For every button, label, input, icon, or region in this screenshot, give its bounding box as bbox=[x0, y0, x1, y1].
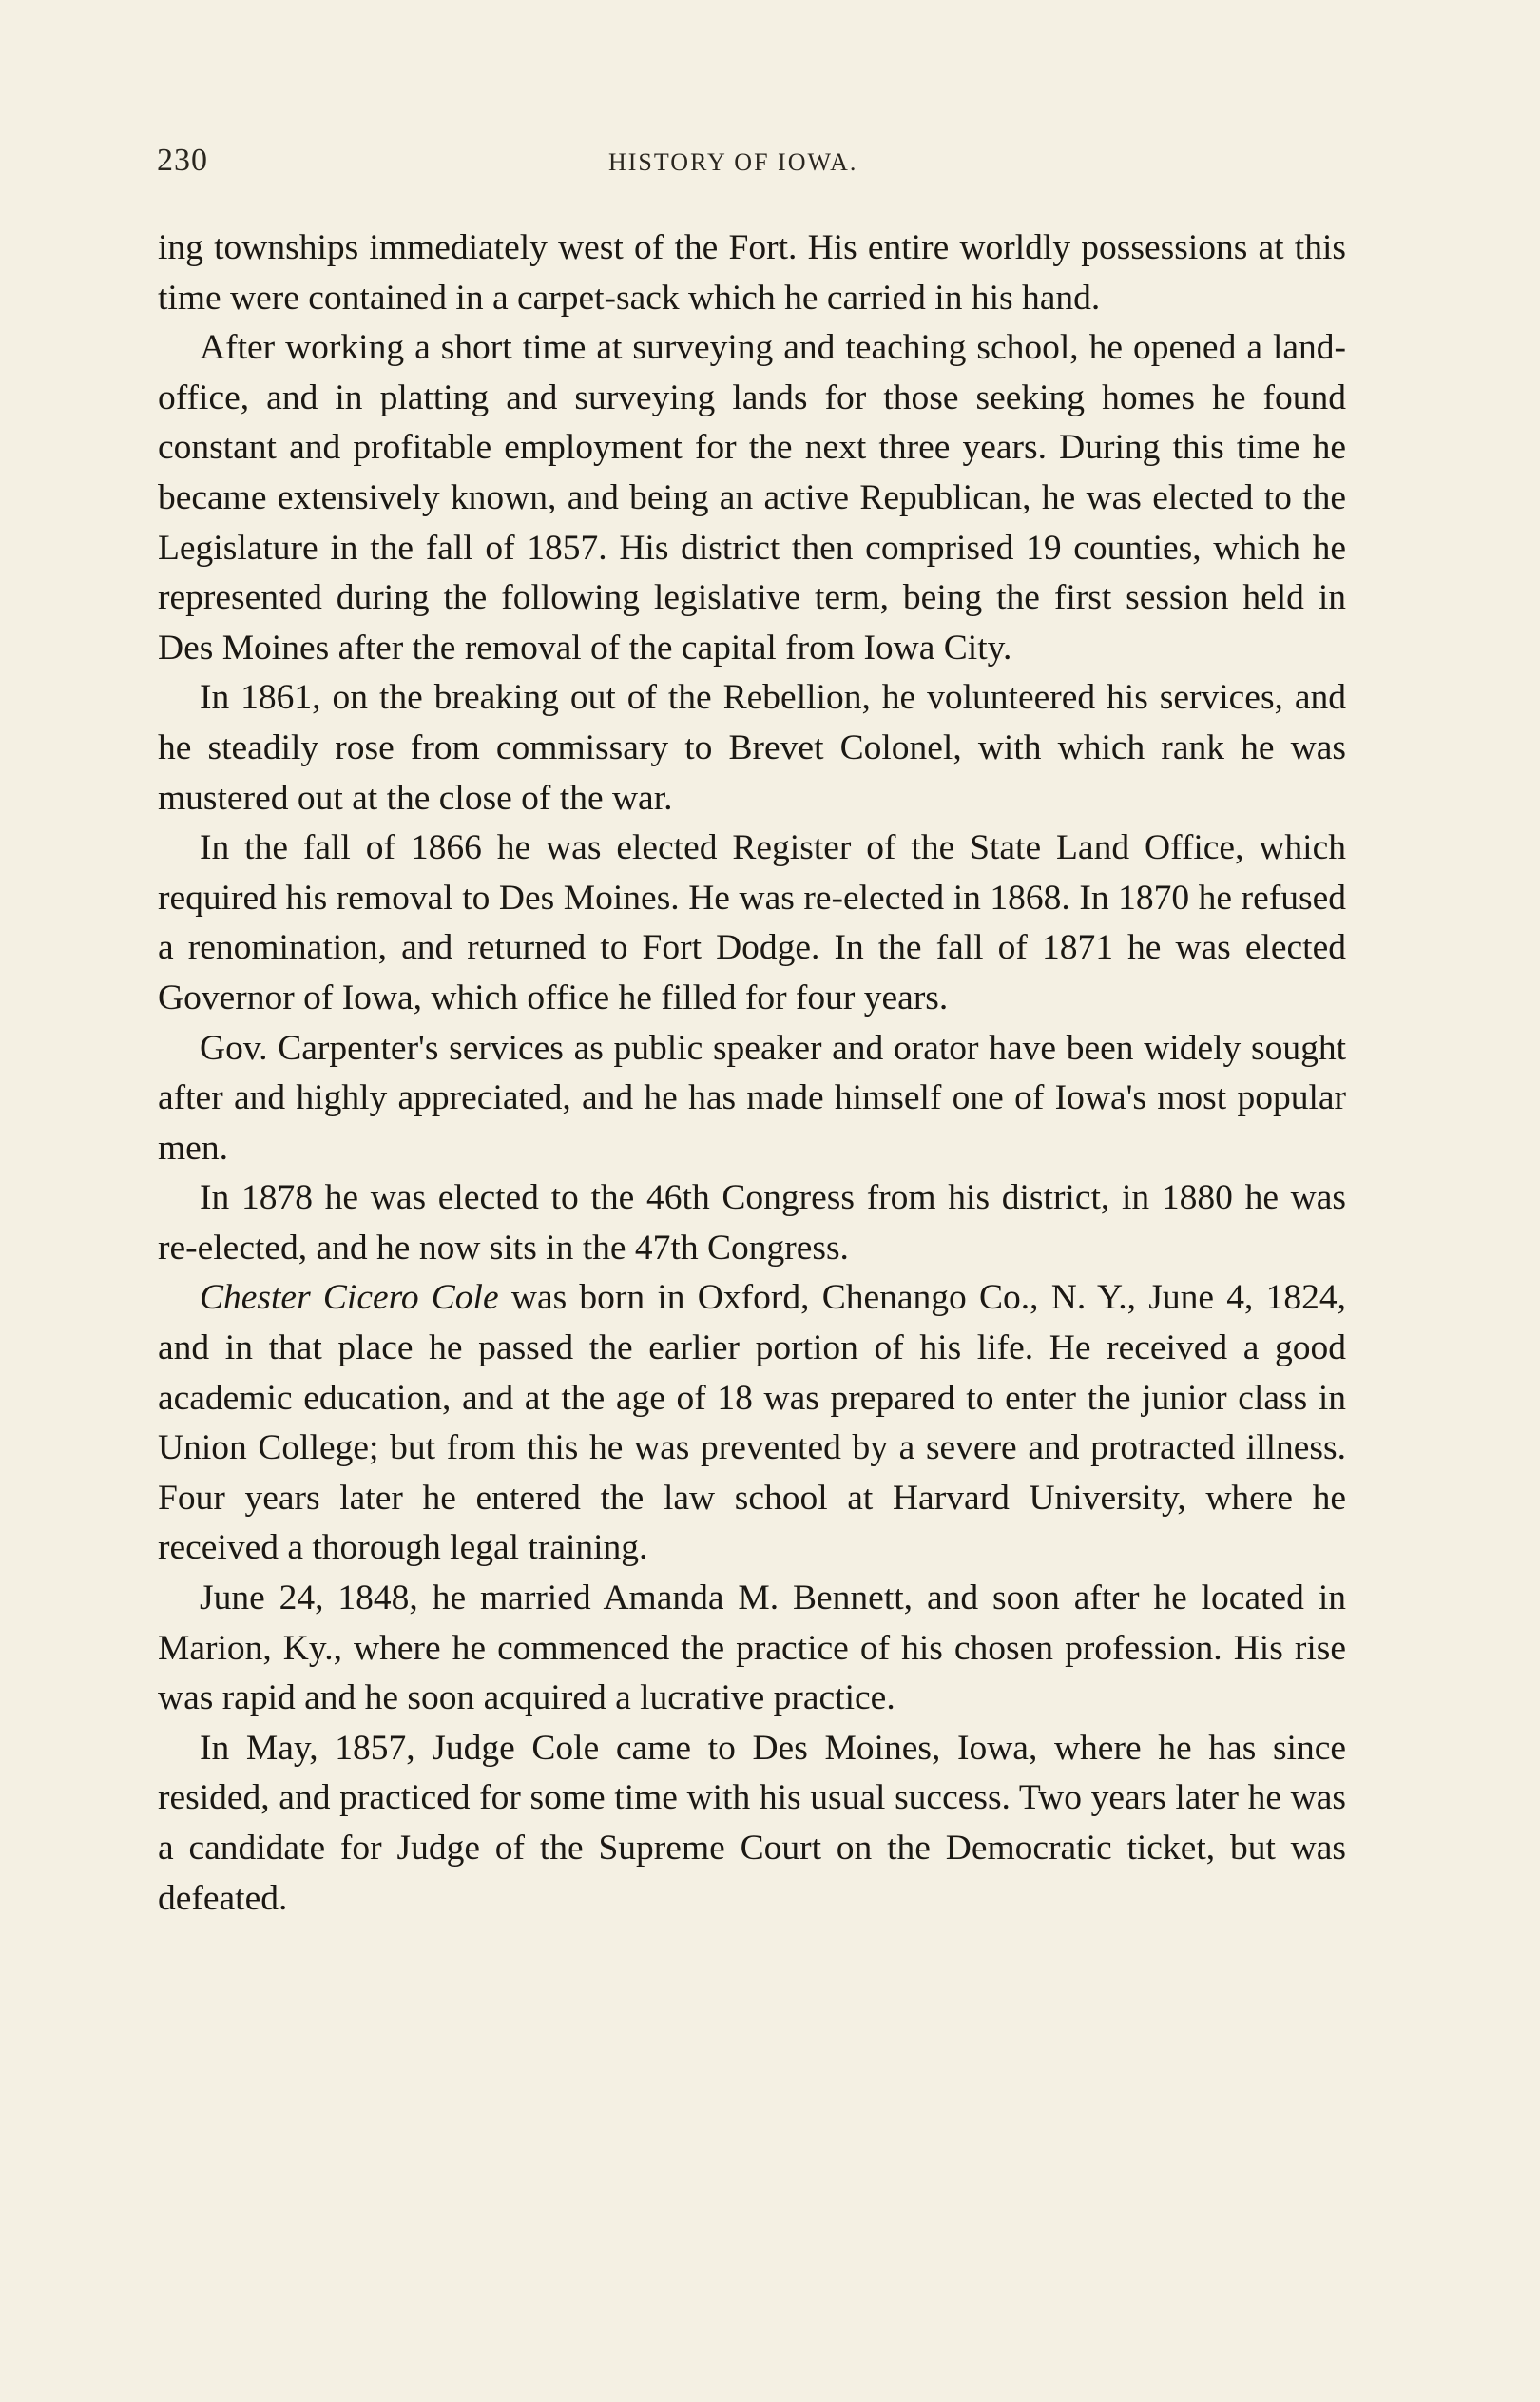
paragraph-text: was born in Oxford, Chenango Co., N. Y., June 4, 1824, and in that place he passed the earlier portion of his life. He received a good academic education, and at the age of 18 was prepared to enter the junior class in Union College; but from this he was prevented by a severe and protracted illness. Four years later he entered the law school at Harvard University, where he received a thorough legal training. bbox=[158, 1278, 1346, 1568]
paragraph bbox=[158, 823, 1346, 1023]
paragraph-text: In 1878 he was elected to the 46th Congress from his district, in 1880 he was re-elected, and he now sits in the 47th Congress. bbox=[158, 1178, 1346, 1268]
paragraph-text: ing townships immediately west of the Fort. His entire worldly possessions at this time were contained in a carpet-sack which he carried in his hand. bbox=[158, 228, 1346, 318]
body-text bbox=[158, 223, 1346, 1924]
paragraph bbox=[158, 323, 1346, 673]
paragraph bbox=[158, 673, 1346, 823]
page-number: 230 bbox=[157, 143, 208, 178]
page-header bbox=[157, 143, 1345, 181]
running-title: HISTORY OF IOWA. bbox=[608, 148, 858, 176]
paragraph bbox=[158, 1273, 1346, 1574]
paragraph bbox=[158, 1173, 1346, 1273]
paragraph bbox=[158, 1574, 1346, 1724]
paragraph bbox=[158, 1024, 1346, 1174]
paragraph-text: In 1861, on the breaking out of the Rebellion, he volunteered his services, and he steadily rose from commissary to Brevet Colonel, with which rank he was mustered out at the close of the war. bbox=[158, 678, 1346, 818]
paragraph-text: Gov. Carpenter's services as public speaker and orator have been widely sought after and highly appreciated, and he has made himself one of Iowa's most popular men. bbox=[158, 1028, 1346, 1168]
paragraph-text: In the fall of 1866 he was elected Register of the State Land Office, which required his removal to Des Moines. He was re-elected in 1868. In 1870 he refused a renomination, and returned to Fort Dodge. In the fall of 1871 he was elected Governor of Iowa, which office he filled for four years. bbox=[158, 828, 1346, 1017]
paragraph bbox=[158, 223, 1346, 323]
paragraph-text: After working a short time at surveying and teaching school, he opened a land-office, and in platting and surveying lands for those seeking homes he found constant and profitable employment for the next three years. During this time he became extensively known, and being an active Republican, he was elected to the Legislature in the fall of 1857. His district then comprised 19 counties, which he represented during the following legislative term, being the first session held in Des Moines after the removal of the capital from Iowa City. bbox=[158, 328, 1346, 668]
paragraph-text: June 24, 1848, he married Amanda M. Bennett, and soon after he located in Marion, Ky., where he commenced the practice of his chosen profession. His rise was rapid and he soon acquired a lucrative practice. bbox=[158, 1579, 1346, 1718]
biography-subject-name: Chester Cicero Cole bbox=[200, 1278, 499, 1318]
paragraph bbox=[158, 1724, 1346, 1924]
paragraph-text: In May, 1857, Judge Cole came to Des Moines, Iowa, where he has since resided, and practiced for some time with his usual success. Two years later he was a candidate for Judge of the Supreme Court on the Democratic ticket, but was defeated. bbox=[158, 1728, 1346, 1918]
